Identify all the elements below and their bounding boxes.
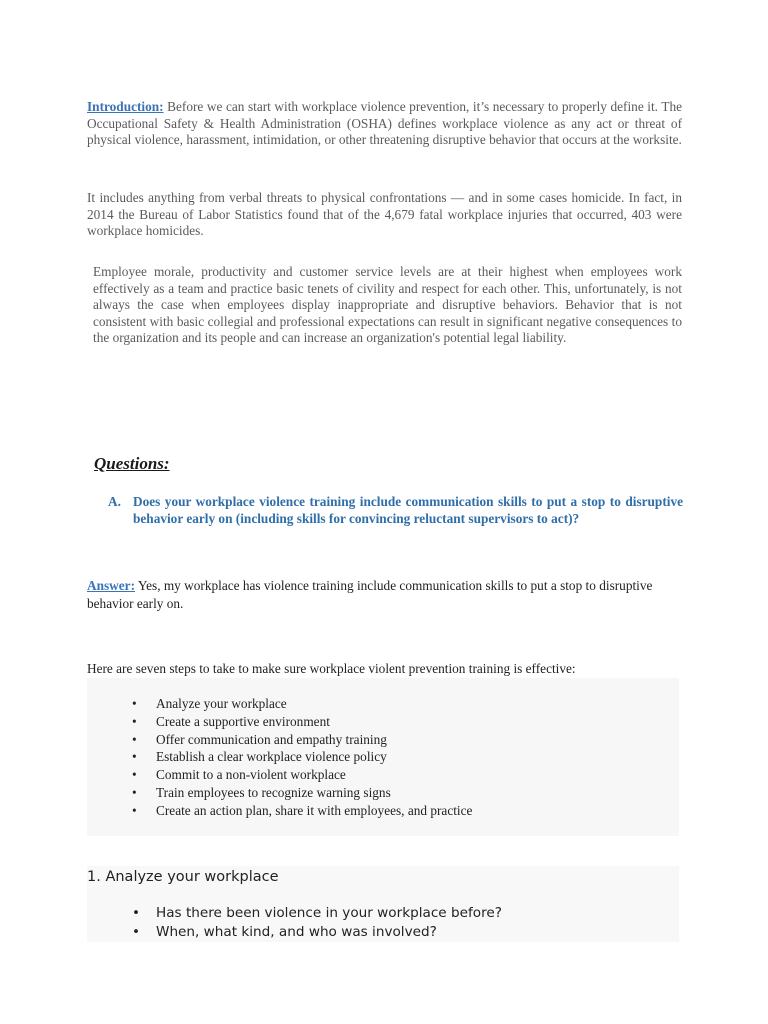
- intro-label: Introduction:: [87, 99, 164, 114]
- bullet-icon: •: [132, 731, 137, 747]
- morale-paragraph: Employee morale, productivity and customer service levels are at their highest when employees work effectively as a team and practice basic tenets of civility and respect for each other. This, unfortunately, is not always the case when employees display inappropriate and disruptive behaviors. Behavior that is not consistent with basic collegial and professional expectations can result in significant negative consequences to the organization and its people and can increase an organization's potential legal liability.: [93, 264, 682, 346]
- list-item: • When, what kind, and who was involved?: [132, 924, 437, 940]
- answer-paragraph: [87, 577, 682, 613]
- section1-heading: 1. Analyze your workplace: [87, 869, 279, 885]
- list-item: • Commit to a non-violent workplace: [132, 767, 346, 783]
- answer-text: Yes, my workplace has violence training include communication skills to put a stop to disruptive behavior early on.: [87, 578, 653, 611]
- intro-paragraph: [87, 99, 682, 149]
- bullet-icon: •: [132, 696, 137, 711]
- steps-intro: Here are seven steps to take to make sure workplace violent prevention training is effective:: [87, 661, 576, 676]
- section1-list: [132, 904, 502, 942]
- question-a: [108, 493, 683, 527]
- homicide-paragraph: It includes anything from verbal threats to physical confrontations — and in some cases homicide. In fact, in 2014 the Bureau of Labor Statistics found that of the 4,679 fatal workplace injuries that occurred, 403 were workplace homicides.: [87, 190, 682, 239]
- question-a-marker: A.: [108, 494, 121, 509]
- question-a-text: Does your workplace violence training include communication skills to put a stop to disruptive behavior early on (including skills for convincing reluctant supervisors to act)?: [133, 494, 683, 526]
- list-item: • Create an action plan, share it with employees, and practice: [132, 802, 473, 818]
- bullet-icon: •: [132, 767, 137, 783]
- answer-label: Answer:: [87, 578, 136, 593]
- list-item: • Train employees to recognize warning signs: [132, 784, 391, 800]
- list-item: • Offer communication and empathy training: [132, 731, 387, 747]
- list-item: • Analyze your workplace: [132, 696, 287, 711]
- bullet-icon: •: [132, 784, 137, 800]
- bullet-icon: •: [132, 905, 141, 921]
- list-item: • Has there been violence in your workplace before?: [132, 905, 502, 921]
- bullet-icon: •: [132, 924, 141, 940]
- bullet-icon: •: [132, 713, 137, 729]
- list-item: • Establish a clear workplace violence policy: [132, 749, 387, 765]
- questions-heading: Questions:: [94, 454, 170, 473]
- intro-text: Before we can start with workplace violence prevention, it’s necessary to properly define it. The Occupational Safety & Health Administration (OSHA) defines workplace violence as any act or threat of physical violence, harassment, intimidation, or other threatening disruptive behavior that occurs at the worksite.: [87, 99, 682, 148]
- bullet-icon: •: [132, 749, 137, 765]
- list-item: • Create a supportive environment: [132, 713, 330, 729]
- steps-list: [132, 695, 472, 820]
- bullet-icon: •: [132, 802, 137, 818]
